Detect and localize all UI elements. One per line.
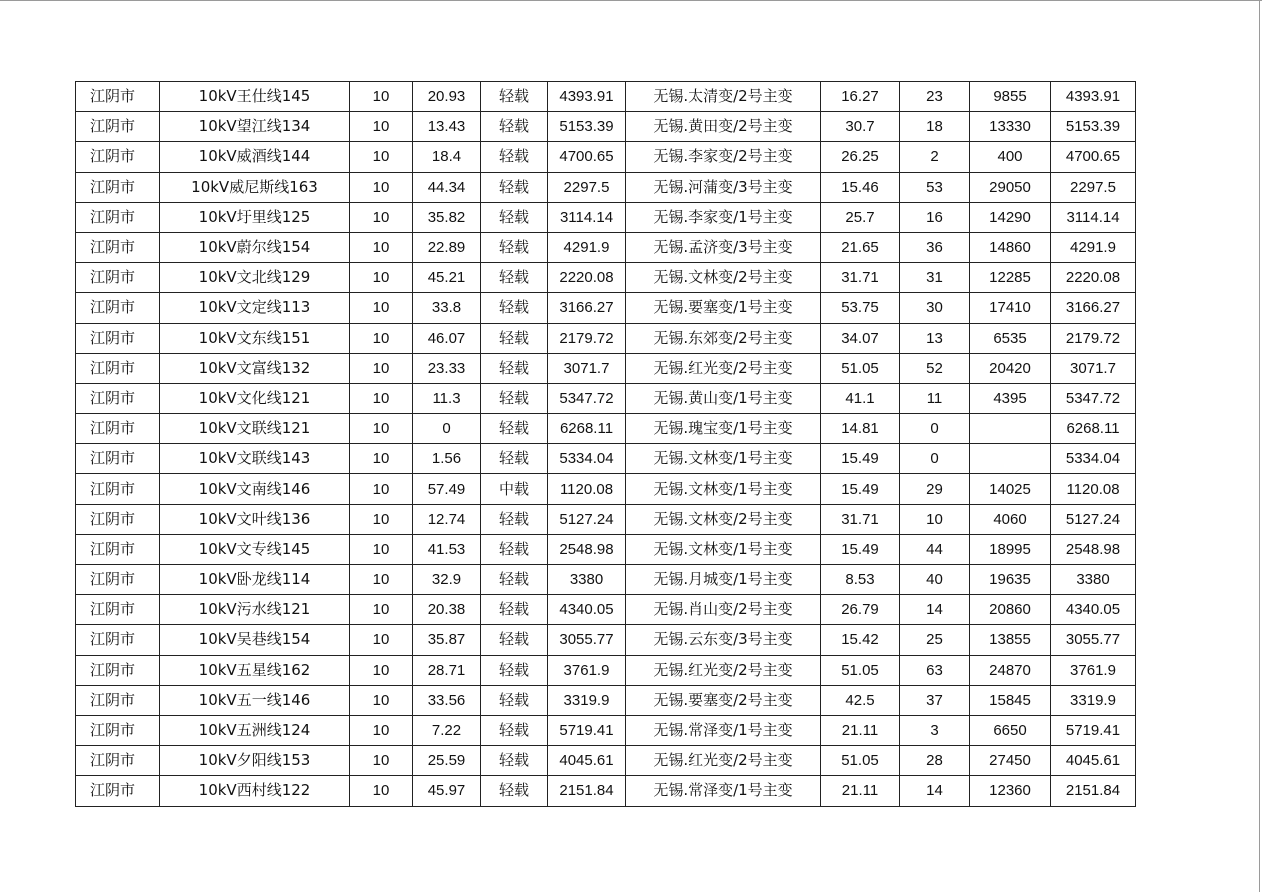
capacity-kva-cell: 29050 (970, 172, 1051, 202)
available-capacity-cell: 2297.5 (548, 172, 626, 202)
available-capacity-cell: 5719.41 (548, 715, 626, 745)
remaining-capacity-cell: 6268.11 (1051, 414, 1136, 444)
voltage-cell: 10 (350, 142, 413, 172)
remaining-capacity-cell: 5719.41 (1051, 715, 1136, 745)
available-capacity-cell: 4340.05 (548, 595, 626, 625)
city-cell: 江阴市 (76, 112, 160, 142)
substation-transformer-cell: 无锡.文林变/1号主变 (626, 474, 821, 504)
city-cell: 江阴市 (76, 293, 160, 323)
available-capacity-cell: 5334.04 (548, 444, 626, 474)
capacity-kva-cell: 27450 (970, 746, 1051, 776)
transformer-count-cell: 11 (900, 383, 970, 413)
load-status-cell: 轻载 (481, 685, 548, 715)
transformer-count-cell: 16 (900, 202, 970, 232)
load-rate-cell: 45.21 (413, 263, 481, 293)
table-body (76, 82, 1136, 807)
city-cell: 江阴市 (76, 142, 160, 172)
load-status-cell: 轻载 (481, 655, 548, 685)
capacity-kva-cell: 4060 (970, 504, 1051, 534)
transformer-count-cell: 52 (900, 353, 970, 383)
feeder-load-table (75, 81, 1136, 807)
capacity-kva-cell: 18995 (970, 534, 1051, 564)
available-capacity-cell: 2548.98 (548, 534, 626, 564)
table-row (76, 746, 1136, 776)
load-status-cell: 轻载 (481, 565, 548, 595)
table-row (76, 625, 1136, 655)
load-rate-cell: 35.87 (413, 625, 481, 655)
transformer-load-rate-cell: 26.79 (821, 595, 900, 625)
table-row (76, 383, 1136, 413)
transformer-count-cell: 30 (900, 293, 970, 323)
available-capacity-cell: 2179.72 (548, 323, 626, 353)
transformer-load-rate-cell: 51.05 (821, 353, 900, 383)
substation-transformer-cell: 无锡.肖山变/2号主变 (626, 595, 821, 625)
capacity-kva-cell: 12360 (970, 776, 1051, 806)
remaining-capacity-cell: 3761.9 (1051, 655, 1136, 685)
city-cell: 江阴市 (76, 776, 160, 806)
remaining-capacity-cell: 2179.72 (1051, 323, 1136, 353)
city-cell: 江阴市 (76, 565, 160, 595)
line-name-cell: 10kV望江线134 (160, 112, 350, 142)
transformer-load-rate-cell: 51.05 (821, 655, 900, 685)
voltage-cell: 10 (350, 202, 413, 232)
capacity-kva-cell: 13855 (970, 625, 1051, 655)
line-name-cell: 10kV文富线132 (160, 353, 350, 383)
page-top-edge (0, 0, 1262, 1)
load-rate-cell: 12.74 (413, 504, 481, 534)
remaining-capacity-cell: 5334.04 (1051, 444, 1136, 474)
substation-transformer-cell: 无锡.文林变/2号主变 (626, 504, 821, 534)
table-row (76, 142, 1136, 172)
remaining-capacity-cell: 5347.72 (1051, 383, 1136, 413)
capacity-kva-cell (970, 444, 1051, 474)
load-status-cell: 轻载 (481, 776, 548, 806)
transformer-load-rate-cell: 30.7 (821, 112, 900, 142)
table-row (76, 263, 1136, 293)
load-rate-cell: 1.56 (413, 444, 481, 474)
line-name-cell: 10kV文北线129 (160, 263, 350, 293)
line-name-cell: 10kV文定线113 (160, 293, 350, 323)
load-status-cell: 轻载 (481, 414, 548, 444)
capacity-kva-cell: 13330 (970, 112, 1051, 142)
transformer-load-rate-cell: 51.05 (821, 746, 900, 776)
line-name-cell: 10kV五洲线124 (160, 715, 350, 745)
remaining-capacity-cell: 4045.61 (1051, 746, 1136, 776)
load-rate-cell: 33.56 (413, 685, 481, 715)
capacity-kva-cell: 9855 (970, 82, 1051, 112)
available-capacity-cell: 5127.24 (548, 504, 626, 534)
table-row (76, 202, 1136, 232)
transformer-count-cell: 2 (900, 142, 970, 172)
transformer-count-cell: 31 (900, 263, 970, 293)
available-capacity-cell: 5347.72 (548, 383, 626, 413)
load-status-cell: 轻载 (481, 232, 548, 262)
city-cell: 江阴市 (76, 504, 160, 534)
load-rate-cell: 45.97 (413, 776, 481, 806)
remaining-capacity-cell: 5153.39 (1051, 112, 1136, 142)
substation-transformer-cell: 无锡.文林变/1号主变 (626, 534, 821, 564)
available-capacity-cell: 2220.08 (548, 263, 626, 293)
transformer-count-cell: 37 (900, 685, 970, 715)
transformer-count-cell: 40 (900, 565, 970, 595)
remaining-capacity-cell: 2151.84 (1051, 776, 1136, 806)
voltage-cell: 10 (350, 82, 413, 112)
table-row (76, 232, 1136, 262)
load-rate-cell: 11.3 (413, 383, 481, 413)
load-status-cell: 轻载 (481, 112, 548, 142)
load-status-cell: 中载 (481, 474, 548, 504)
transformer-load-rate-cell: 8.53 (821, 565, 900, 595)
load-rate-cell: 57.49 (413, 474, 481, 504)
voltage-cell: 10 (350, 112, 413, 142)
remaining-capacity-cell: 3114.14 (1051, 202, 1136, 232)
available-capacity-cell: 4700.65 (548, 142, 626, 172)
table-row (76, 776, 1136, 806)
line-name-cell: 10kV文东线151 (160, 323, 350, 353)
line-name-cell: 10kV文南线146 (160, 474, 350, 504)
transformer-count-cell: 23 (900, 82, 970, 112)
substation-transformer-cell: 无锡.红光变/2号主变 (626, 746, 821, 776)
remaining-capacity-cell: 4393.91 (1051, 82, 1136, 112)
transformer-load-rate-cell: 34.07 (821, 323, 900, 353)
substation-transformer-cell: 无锡.文林变/2号主变 (626, 263, 821, 293)
substation-transformer-cell: 无锡.河蒲变/3号主变 (626, 172, 821, 202)
capacity-kva-cell: 20860 (970, 595, 1051, 625)
load-status-cell: 轻载 (481, 323, 548, 353)
load-status-cell: 轻载 (481, 504, 548, 534)
voltage-cell: 10 (350, 595, 413, 625)
load-rate-cell: 23.33 (413, 353, 481, 383)
substation-transformer-cell: 无锡.红光变/2号主变 (626, 655, 821, 685)
substation-transformer-cell: 无锡.孟济变/3号主变 (626, 232, 821, 262)
substation-transformer-cell: 无锡.瑰宝变/1号主变 (626, 414, 821, 444)
remaining-capacity-cell: 5127.24 (1051, 504, 1136, 534)
load-rate-cell: 7.22 (413, 715, 481, 745)
remaining-capacity-cell: 3166.27 (1051, 293, 1136, 323)
city-cell: 江阴市 (76, 323, 160, 353)
remaining-capacity-cell: 3071.7 (1051, 353, 1136, 383)
capacity-kva-cell: 6535 (970, 323, 1051, 353)
load-rate-cell: 46.07 (413, 323, 481, 353)
city-cell: 江阴市 (76, 746, 160, 776)
substation-transformer-cell: 无锡.月城变/1号主变 (626, 565, 821, 595)
capacity-kva-cell: 17410 (970, 293, 1051, 323)
voltage-cell: 10 (350, 655, 413, 685)
line-name-cell: 10kV西村线122 (160, 776, 350, 806)
substation-transformer-cell: 无锡.太清变/2号主变 (626, 82, 821, 112)
load-rate-cell: 18.4 (413, 142, 481, 172)
city-cell: 江阴市 (76, 715, 160, 745)
load-status-cell: 轻载 (481, 172, 548, 202)
transformer-load-rate-cell: 15.46 (821, 172, 900, 202)
available-capacity-cell: 2151.84 (548, 776, 626, 806)
available-capacity-cell: 4291.9 (548, 232, 626, 262)
transformer-load-rate-cell: 21.65 (821, 232, 900, 262)
line-name-cell: 10kV威尼斯线163 (160, 172, 350, 202)
substation-transformer-cell: 无锡.文林变/1号主变 (626, 444, 821, 474)
available-capacity-cell: 6268.11 (548, 414, 626, 444)
table-row (76, 82, 1136, 112)
line-name-cell: 10kV夕阳线153 (160, 746, 350, 776)
line-name-cell: 10kV文叶线136 (160, 504, 350, 534)
load-rate-cell: 32.9 (413, 565, 481, 595)
available-capacity-cell: 3114.14 (548, 202, 626, 232)
city-cell: 江阴市 (76, 383, 160, 413)
remaining-capacity-cell: 2220.08 (1051, 263, 1136, 293)
transformer-count-cell: 14 (900, 776, 970, 806)
substation-transformer-cell: 无锡.黄山变/1号主变 (626, 383, 821, 413)
transformer-load-rate-cell: 53.75 (821, 293, 900, 323)
table-row (76, 565, 1136, 595)
transformer-count-cell: 36 (900, 232, 970, 262)
city-cell: 江阴市 (76, 534, 160, 564)
remaining-capacity-cell: 2548.98 (1051, 534, 1136, 564)
transformer-load-rate-cell: 21.11 (821, 776, 900, 806)
load-rate-cell: 41.53 (413, 534, 481, 564)
load-rate-cell: 25.59 (413, 746, 481, 776)
load-rate-cell: 0 (413, 414, 481, 444)
line-name-cell: 10kV文联线143 (160, 444, 350, 474)
transformer-count-cell: 0 (900, 444, 970, 474)
load-rate-cell: 28.71 (413, 655, 481, 685)
available-capacity-cell: 3055.77 (548, 625, 626, 655)
load-rate-cell: 33.8 (413, 293, 481, 323)
city-cell: 江阴市 (76, 172, 160, 202)
voltage-cell: 10 (350, 293, 413, 323)
load-status-cell: 轻载 (481, 625, 548, 655)
city-cell: 江阴市 (76, 625, 160, 655)
line-name-cell: 10kV圩里线125 (160, 202, 350, 232)
load-status-cell: 轻载 (481, 353, 548, 383)
table-row (76, 293, 1136, 323)
load-status-cell: 轻载 (481, 534, 548, 564)
transformer-load-rate-cell: 15.49 (821, 474, 900, 504)
transformer-load-rate-cell: 14.81 (821, 414, 900, 444)
available-capacity-cell: 5153.39 (548, 112, 626, 142)
table-row (76, 414, 1136, 444)
voltage-cell: 10 (350, 323, 413, 353)
capacity-kva-cell (970, 414, 1051, 444)
table-row (76, 112, 1136, 142)
voltage-cell: 10 (350, 263, 413, 293)
capacity-kva-cell: 24870 (970, 655, 1051, 685)
transformer-load-rate-cell: 16.27 (821, 82, 900, 112)
city-cell: 江阴市 (76, 474, 160, 504)
substation-transformer-cell: 无锡.李家变/1号主变 (626, 202, 821, 232)
transformer-load-rate-cell: 15.49 (821, 444, 900, 474)
remaining-capacity-cell: 4340.05 (1051, 595, 1136, 625)
city-cell: 江阴市 (76, 263, 160, 293)
city-cell: 江阴市 (76, 202, 160, 232)
voltage-cell: 10 (350, 504, 413, 534)
line-name-cell: 10kV蔚尔线154 (160, 232, 350, 262)
load-status-cell: 轻载 (481, 202, 548, 232)
remaining-capacity-cell: 3380 (1051, 565, 1136, 595)
voltage-cell: 10 (350, 565, 413, 595)
transformer-load-rate-cell: 31.71 (821, 504, 900, 534)
substation-transformer-cell: 无锡.要塞变/2号主变 (626, 685, 821, 715)
line-name-cell: 10kV五星线162 (160, 655, 350, 685)
table-row (76, 474, 1136, 504)
capacity-kva-cell: 14025 (970, 474, 1051, 504)
available-capacity-cell: 3380 (548, 565, 626, 595)
line-name-cell: 10kV威酒线144 (160, 142, 350, 172)
transformer-count-cell: 29 (900, 474, 970, 504)
transformer-load-rate-cell: 15.42 (821, 625, 900, 655)
remaining-capacity-cell: 4291.9 (1051, 232, 1136, 262)
table-row (76, 655, 1136, 685)
remaining-capacity-cell: 3319.9 (1051, 685, 1136, 715)
substation-transformer-cell: 无锡.李家变/2号主变 (626, 142, 821, 172)
available-capacity-cell: 3319.9 (548, 685, 626, 715)
line-name-cell: 10kV五一线146 (160, 685, 350, 715)
load-status-cell: 轻载 (481, 293, 548, 323)
transformer-count-cell: 44 (900, 534, 970, 564)
transformer-load-rate-cell: 42.5 (821, 685, 900, 715)
transformer-load-rate-cell: 15.49 (821, 534, 900, 564)
substation-transformer-cell: 无锡.红光变/2号主变 (626, 353, 821, 383)
remaining-capacity-cell: 2297.5 (1051, 172, 1136, 202)
available-capacity-cell: 1120.08 (548, 474, 626, 504)
load-status-cell: 轻载 (481, 715, 548, 745)
transformer-load-rate-cell: 41.1 (821, 383, 900, 413)
city-cell: 江阴市 (76, 353, 160, 383)
load-status-cell: 轻载 (481, 263, 548, 293)
city-cell: 江阴市 (76, 685, 160, 715)
load-status-cell: 轻载 (481, 746, 548, 776)
city-cell: 江阴市 (76, 595, 160, 625)
available-capacity-cell: 3761.9 (548, 655, 626, 685)
substation-transformer-cell: 无锡.常泽变/1号主变 (626, 715, 821, 745)
load-rate-cell: 44.34 (413, 172, 481, 202)
table-row (76, 715, 1136, 745)
voltage-cell: 10 (350, 232, 413, 262)
line-name-cell: 10kV卧龙线114 (160, 565, 350, 595)
available-capacity-cell: 4045.61 (548, 746, 626, 776)
load-rate-cell: 22.89 (413, 232, 481, 262)
page-right-edge (1259, 0, 1260, 892)
table-row (76, 595, 1136, 625)
transformer-count-cell: 25 (900, 625, 970, 655)
available-capacity-cell: 3071.7 (548, 353, 626, 383)
capacity-kva-cell: 19635 (970, 565, 1051, 595)
transformer-count-cell: 3 (900, 715, 970, 745)
load-rate-cell: 20.38 (413, 595, 481, 625)
city-cell: 江阴市 (76, 444, 160, 474)
remaining-capacity-cell: 3055.77 (1051, 625, 1136, 655)
capacity-kva-cell: 12285 (970, 263, 1051, 293)
line-name-cell: 10kV污水线121 (160, 595, 350, 625)
substation-transformer-cell: 无锡.常泽变/1号主变 (626, 776, 821, 806)
capacity-kva-cell: 14290 (970, 202, 1051, 232)
transformer-count-cell: 13 (900, 323, 970, 353)
substation-transformer-cell: 无锡.黄田变/2号主变 (626, 112, 821, 142)
city-cell: 江阴市 (76, 414, 160, 444)
voltage-cell: 10 (350, 474, 413, 504)
substation-transformer-cell: 无锡.云东变/3号主变 (626, 625, 821, 655)
transformer-count-cell: 53 (900, 172, 970, 202)
city-cell: 江阴市 (76, 655, 160, 685)
voltage-cell: 10 (350, 534, 413, 564)
voltage-cell: 10 (350, 685, 413, 715)
transformer-count-cell: 0 (900, 414, 970, 444)
capacity-kva-cell: 20420 (970, 353, 1051, 383)
transformer-load-rate-cell: 21.11 (821, 715, 900, 745)
voltage-cell: 10 (350, 715, 413, 745)
city-cell: 江阴市 (76, 232, 160, 262)
load-status-cell: 轻载 (481, 142, 548, 172)
city-cell: 江阴市 (76, 82, 160, 112)
transformer-count-cell: 14 (900, 595, 970, 625)
voltage-cell: 10 (350, 776, 413, 806)
load-status-cell: 轻载 (481, 444, 548, 474)
transformer-count-cell: 28 (900, 746, 970, 776)
available-capacity-cell: 3166.27 (548, 293, 626, 323)
table-row (76, 353, 1136, 383)
line-name-cell: 10kV王仕线145 (160, 82, 350, 112)
voltage-cell: 10 (350, 444, 413, 474)
transformer-load-rate-cell: 25.7 (821, 202, 900, 232)
load-rate-cell: 35.82 (413, 202, 481, 232)
available-capacity-cell: 4393.91 (548, 82, 626, 112)
capacity-kva-cell: 400 (970, 142, 1051, 172)
transformer-load-rate-cell: 31.71 (821, 263, 900, 293)
capacity-kva-cell: 6650 (970, 715, 1051, 745)
capacity-kva-cell: 4395 (970, 383, 1051, 413)
table-row (76, 172, 1136, 202)
load-status-cell: 轻载 (481, 383, 548, 413)
line-name-cell: 10kV文联线121 (160, 414, 350, 444)
load-status-cell: 轻载 (481, 82, 548, 112)
transformer-count-cell: 10 (900, 504, 970, 534)
voltage-cell: 10 (350, 383, 413, 413)
table-row (76, 685, 1136, 715)
transformer-count-cell: 18 (900, 112, 970, 142)
line-name-cell: 10kV吴巷线154 (160, 625, 350, 655)
substation-transformer-cell: 无锡.要塞变/1号主变 (626, 293, 821, 323)
load-status-cell: 轻载 (481, 595, 548, 625)
transformer-load-rate-cell: 26.25 (821, 142, 900, 172)
line-name-cell: 10kV文化线121 (160, 383, 350, 413)
table-row (76, 323, 1136, 353)
remaining-capacity-cell: 1120.08 (1051, 474, 1136, 504)
capacity-kva-cell: 15845 (970, 685, 1051, 715)
voltage-cell: 10 (350, 625, 413, 655)
voltage-cell: 10 (350, 172, 413, 202)
capacity-kva-cell: 14860 (970, 232, 1051, 262)
table-row (76, 534, 1136, 564)
voltage-cell: 10 (350, 353, 413, 383)
transformer-count-cell: 63 (900, 655, 970, 685)
voltage-cell: 10 (350, 414, 413, 444)
remaining-capacity-cell: 4700.65 (1051, 142, 1136, 172)
line-name-cell: 10kV文专线145 (160, 534, 350, 564)
table-row (76, 504, 1136, 534)
substation-transformer-cell: 无锡.东郊变/2号主变 (626, 323, 821, 353)
voltage-cell: 10 (350, 746, 413, 776)
load-rate-cell: 13.43 (413, 112, 481, 142)
table-row (76, 444, 1136, 474)
load-rate-cell: 20.93 (413, 82, 481, 112)
